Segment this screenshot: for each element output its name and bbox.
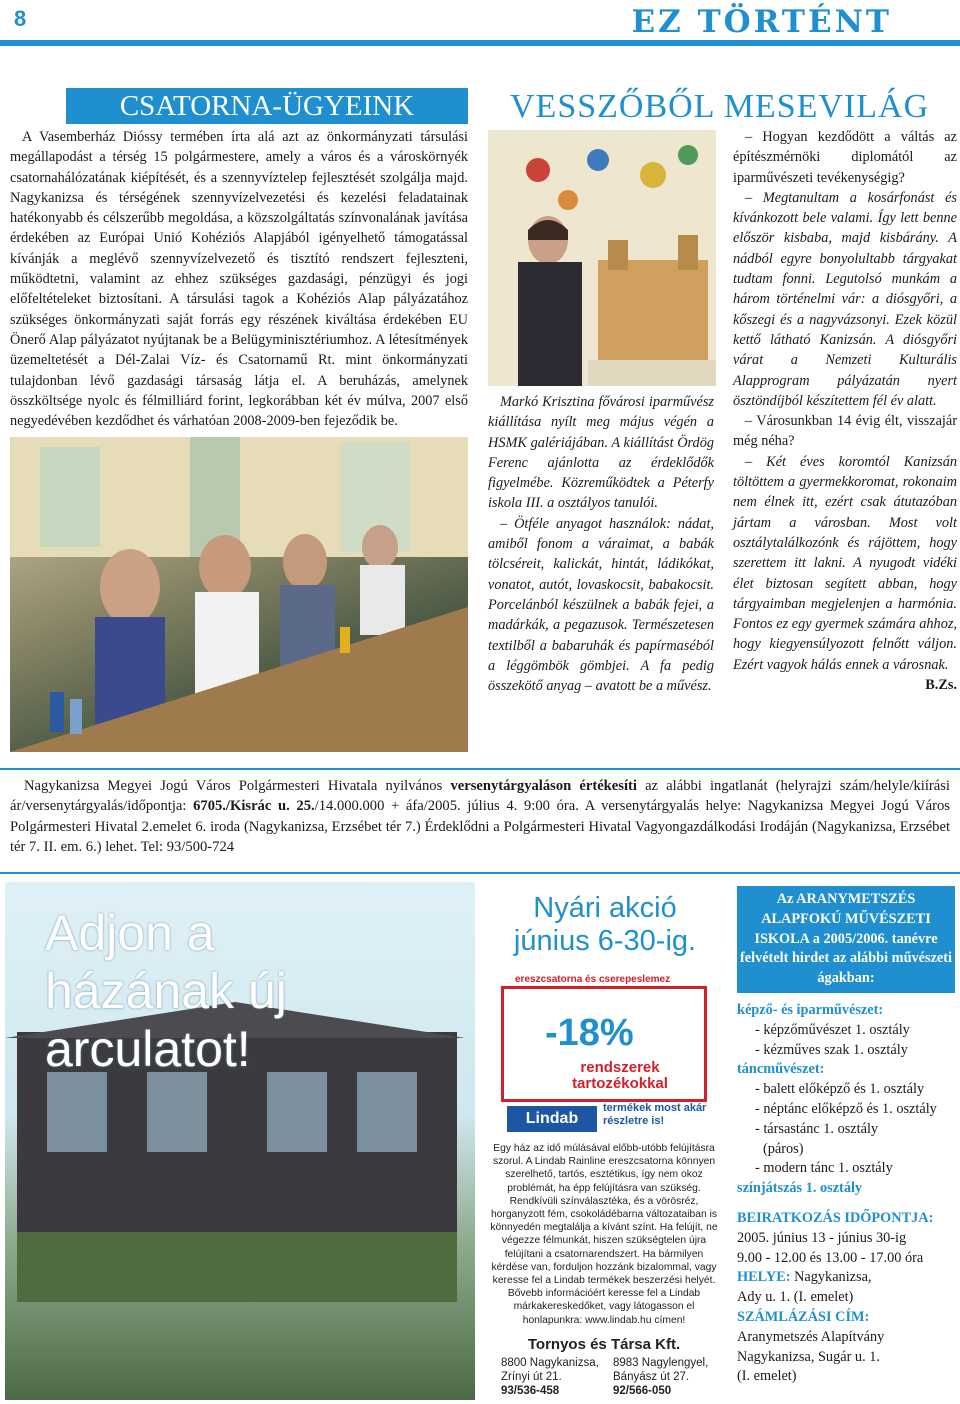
ad-address-line: 93/536-458: [501, 1385, 560, 1397]
school-section-tanc: táncművészet:: [737, 1061, 825, 1078]
ad-address-line: 92/566-050: [613, 1385, 672, 1397]
ad-address-right: [613, 1356, 725, 1398]
school-section-kepzo: képző- és iparművészet:: [737, 1001, 884, 1018]
ad-address-line: Zrínyi út 21.: [501, 1371, 562, 1383]
school-item: - néptánc előképző és 1. osztály: [755, 1100, 937, 1117]
notice-rule-top: [0, 768, 960, 770]
ad-discount: -18%: [545, 1012, 634, 1054]
lindab-advertisement: [5, 882, 725, 1400]
ad-promo: Nyári akció június 6-30-ig.: [513, 892, 697, 957]
header-rule: [0, 40, 960, 46]
school-item: - társastánc 1. osztály: [755, 1120, 879, 1137]
ad-address-left: [501, 1356, 613, 1398]
auction-notice: [10, 776, 950, 858]
article2-interview: [733, 127, 957, 695]
interview-question-2: – Városunkban 14 évig élt, visszajár még néha?: [733, 413, 957, 450]
ad-company: Tornyos és Társa Kft.: [527, 1336, 681, 1353]
school-item: Aranymetszés Alapítvány: [737, 1328, 885, 1345]
ad-body-text: Egy ház az idő múlásával előbb-utóbb felújításra szorul. A Lindab Rainline ereszcsatorna könnyen szerelhető, tartós, esztétikus, így nem okoz problémát, ha épp felújításra van szükség. Rendkívüli színválasztéka, és a vörösréz, horganyzott fém, csokoládébarna változataiban is könnyedén megtalálja a kívánt színt. Ha felújít, ne végezze félmunkát, hiszen szükségtelen újra felújítani a csatornarendszert. Ha bármilyen kérdése van, forduljon hozzánk bizalommal, vagy keresse fel a Lindab termékek beszerzési helyét. Bővebb információért keresse fel a Lindab márkakereskedőket, vagy látogasson el honlapunkra: www.lindab.hu címen!: [490, 1143, 718, 1326]
interview-answer-2: – Két éves koromtól Kanizsán töltöttem a gyermekkoromat, rokonaim nem élnek itt, ezért csak átutazóban jártam a városban. Most volt osztálytalálkozónk és rájöttem, hogy szerettem itt lakni. A nyugodt vidéki élet biztosan segített abban, hogy tárgyaimban megjelenjen a harmónia. Fontos ez egy gyermek számára ahhoz, hogy kiegyensúlyozott felnőtt váljon. Ezért vagyok hálás ennek a városnak.: [733, 453, 957, 673]
interview-question-1: – Hogyan kezdődött a váltás az építészmérnöki diplomától az iparművészeti tevékenységig?: [733, 129, 957, 186]
school-item: Nagykanizsa, Sugár u. 1.: [737, 1348, 880, 1365]
ad-address-line: 8983 Nagylengyel,: [613, 1357, 709, 1369]
caption-paragraph-2: – Ötféle anyagot használok: nádat, amiből fonom a váraimat, a babák tölcséreit, kalickát, hintát, ládikókat, vonatot, autót, lovaskocsit, babakocsit. Porcelánból készülnek a babák fejei, a madárkák, a pegazusok. Természetesen textilből a babaruhák és papírmaséból a léggömbök gömbjei. A fa pedig összekötő anyag – avatott be a művész.: [488, 515, 714, 695]
ad-address-line: Bányász út 27.: [613, 1371, 690, 1383]
article1-body: [10, 127, 468, 431]
page-number: 8: [14, 6, 27, 31]
school-announcement: [737, 886, 955, 1387]
school-helye-value: Nagykanizsa,: [790, 1269, 872, 1286]
ad-badge-text: rendszerek tartozékokkal: [572, 1059, 668, 1092]
lindab-logo: Lindab: [507, 1106, 597, 1132]
school-section-beiratkozas: BEIRATKOZÁS IDŐPONTJA:: [737, 1209, 934, 1226]
meeting-photo: [10, 437, 468, 752]
artist-photo: [488, 130, 716, 386]
school-helye-label: HELYE:: [737, 1269, 791, 1286]
school-item: - modern tánc 1. osztály: [755, 1160, 893, 1177]
section-title: EZ TÖRTÉNT: [631, 4, 892, 40]
notice-text-b: az alábbi ingatlanát (helyrajzi szám/helyle/kiírási ár/versenytárgyalás/időpontja:: [10, 778, 950, 815]
ad-brand-tagline: termékek most akár részletre is!: [603, 1102, 707, 1127]
notice-rule-bottom: [0, 872, 960, 874]
ad-address-line: 8800 Nagykanizsa,: [501, 1357, 599, 1369]
school-section-szamlazas: SZÁMLÁZÁSI CÍM:: [737, 1308, 870, 1325]
caption-paragraph-1: Markó Krisztina fővárosi iparművész kiállítása nyílt meg május végén a HSMK galériájában. A kiállítást Ördög Ferenc ajánlotta az érdeklődők figyelmébe. Közreműködtek a Péterfy iskola III. a osztályos tanulói.: [488, 394, 714, 512]
notice-bold-a: versenytárgyaláson értékesíti: [450, 778, 637, 794]
article2-caption: [488, 392, 714, 696]
ad-headline: Adjon a házának új arculatot!: [45, 905, 287, 1077]
article1-title: CSATORNA-ÜGYEINK: [66, 88, 468, 124]
school-item: - kézműves szak 1. osztály: [755, 1041, 908, 1058]
article2-title: VESSZŐBŐL MESEVILÁG: [510, 88, 930, 125]
school-heading: Az ARANYMETSZÉS ALAPFOKÚ MŰVÉSZETI ISKOLA a 2005/2006. tanévre felvételt hirdet az alábbi művészeti ágakban:: [737, 886, 955, 993]
article1-paragraph: A Vasemberház Dióssy termében írta alá azt az önkormányzati társulási megállapodást a térség 15 polgármestere, amely a város és a városkörnyék csatornahálózatának kiépítését, és a szennyvíztelep fejlesztését szolgálja majd. Nagykanizsa és térségének szennyvízelvezetési és kezelési feladatainak hatékonyabb és célszerűbb megoldása, a közszolgáltatás színvonalának javítása érdekében az Európai Unió Kohéziós Alapjából igényelhető támogatással kívánják a meglévő szennyvízelvezető és tisztító rendszert fejleszteni, működtetni, valamint az ehhez szükséges gazdasági, pénzügyi és jogi előfeltételeket biztosítani. A társulási tagok a Kohéziós Alap pályázatához szükséges önkormányzati saját forrás egy részének kiváltása érdekében EU Önerő Alap pályázatot nyújtanak be a Belügyminisztériumhoz. A létesítmények üzemeltetését a Dél-Zalai Víz- és Csatornamű Rt. mint önkormányzati tulajdonban lévő gazdasági társaság látja el. A beruházás, amelynek összköltsége nyolc és félmilliárd forint, legkorábban két év múlva, 2007 első negyedévében kezdődhet és várhatóan 2008-2009-ben fejeződik be.: [10, 129, 468, 430]
school-section-szinjatszas: színjátszás 1. osztály: [737, 1180, 863, 1197]
school-item: 9.00 - 12.00 és 13.00 - 17.00 óra: [737, 1249, 924, 1266]
school-item: (páros): [763, 1140, 804, 1157]
notice-text-a: Nagykanizsa Megyei Jogú Város Polgármesteri Hivatala nyilvános: [24, 778, 451, 794]
school-item: (I. emelet): [737, 1368, 797, 1385]
interview-answer-1: – Megtanultam a kosárfonást és kívánkozott bele valami. Így lett benne először kisbaba, majd kisbárány. A nádból egyre bonyolultabb tárgyakat tudtam fonni. Legutolsó munkám a három történelmi vár: a diósgyőri, a kőszegi és a nagyvázsonyi. Ezek közül kettő látható Kanizsán. A diósgyőri várat a Nemzeti Kulturális Alapprogram pályázatán nyert ösztöndíjból készítettem fél év alatt.: [733, 189, 957, 409]
signature: B.Zs.: [925, 677, 957, 694]
notice-bold-b: 6705./Kisrác u. 25.: [193, 798, 315, 815]
notice-text-c: /14.000.000 + áfa/2005. július 4. 9:00 óra. A versenytárgyalás helye: Nagykanizsa Megyei Jogú Város Polgármesteri Hivatal 2.emelet 6. iroda (Nagykanizsa, Erzsébet tér 7.) Érdeklődni a Polgármesteri Hivatal Vagyongazdálkodási Irodáján (Nagykanizsa, Erzsébet tér 7. II. em. 6.) lehet. Tel: 93/500-724: [10, 798, 950, 856]
school-item: 2005. június 13 - június 30-ig: [737, 1229, 907, 1246]
ad-badge-arch-text: ereszcsatorna és cserepeslemez: [515, 974, 671, 985]
school-item: Ady u. 1. (I. emelet): [737, 1289, 854, 1306]
school-item: - balett előképző és 1. osztály: [755, 1081, 925, 1098]
school-item: - képzőművészet 1. osztály: [755, 1021, 910, 1038]
